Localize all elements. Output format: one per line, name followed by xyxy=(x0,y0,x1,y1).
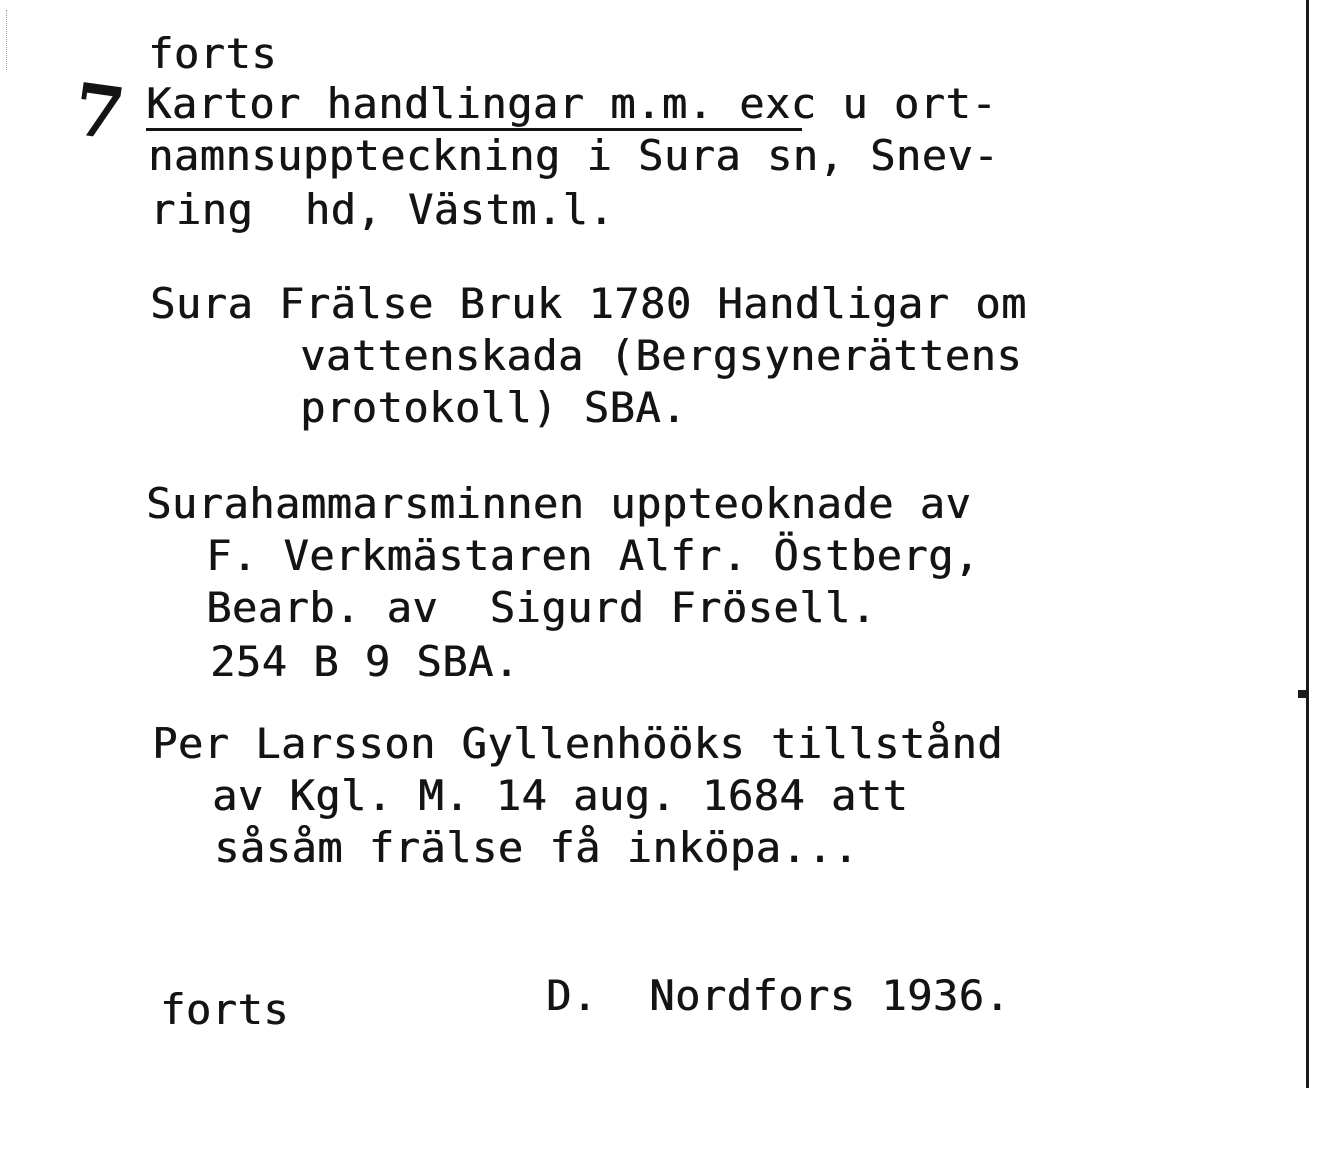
entry-2-line-2: vattenskada (Bergsynerättens xyxy=(300,331,1023,380)
header-continued: forts xyxy=(148,29,277,78)
entry-3-line-3: Bearb. av Sigurd Frösell. xyxy=(206,583,877,632)
entry-4-line-1: Per Larsson Gyllenhööks tillstånd xyxy=(152,719,1003,768)
edge-specks xyxy=(6,10,27,70)
author-signature: D. Nordfors 1936. xyxy=(546,971,1011,1020)
card-edge-tick xyxy=(1298,690,1308,698)
entry-2-line-1: Sura Frälse Bruk 1780 Handligar om xyxy=(150,279,1027,328)
entry-4-line-3: såsåm frälse få inköpa... xyxy=(214,823,859,872)
entry-4-line-2: av Kgl. M. 14 aug. 1684 att xyxy=(212,771,909,820)
card-right-edge xyxy=(1306,0,1309,1088)
entry-1-line-1: Kartor handlingar m.m. exc u ort- xyxy=(146,79,997,128)
entry-3-line-1: Surahammarsminnen uppteoknade av xyxy=(146,479,972,528)
entry-1-line-3: ring hd, Västm.l. xyxy=(150,185,615,234)
margin-mark: 7 xyxy=(68,65,130,158)
entry-1-line-2: namnsuppteckning i Sura sn, Snev- xyxy=(148,131,999,180)
entry-3-line-4: 254 B 9 SBA. xyxy=(210,637,520,686)
entry-2-line-3: protokoll) SBA. xyxy=(300,383,687,432)
footer-continued: forts xyxy=(160,985,289,1034)
entry-3-line-2: F. Verkmästaren Alfr. Östberg, xyxy=(206,531,980,580)
